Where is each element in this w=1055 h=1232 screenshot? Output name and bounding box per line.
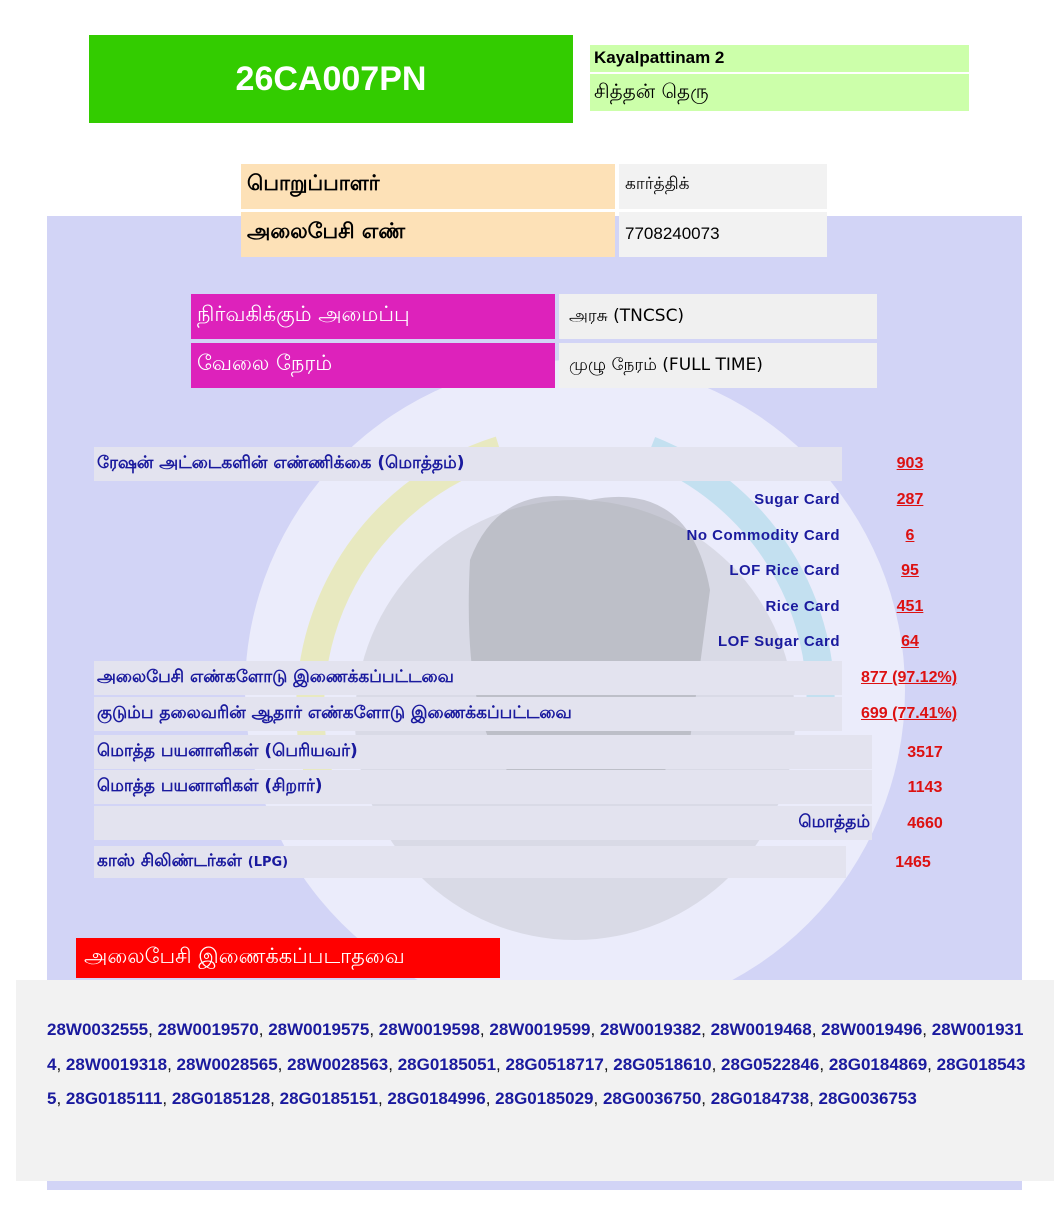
unlinked-card-number: 28W0019468 <box>710 1020 812 1039</box>
list-separator: , <box>922 1020 932 1039</box>
card-type-value: 6 <box>905 527 915 544</box>
unlinked-card-number: 28G0185128 <box>171 1089 271 1108</box>
unlinked-card-number: 28G0184738 <box>710 1089 810 1108</box>
gas-value: 1465 <box>895 854 931 871</box>
total-label: மொத்தம் <box>798 812 870 832</box>
unlinked-card-number: 28W0019314 <box>47 1020 1024 1074</box>
total-cards-value: 903 <box>896 455 924 472</box>
aadhaar-linked-value: 699 (77.41%) <box>860 705 958 722</box>
list-separator: , <box>377 1089 388 1108</box>
list-separator: , <box>162 1089 172 1108</box>
unlinked-card-number: 28G0522846 <box>721 1054 820 1074</box>
unlinked-card-number: 28W0032555 <box>47 1020 149 1039</box>
list-separator: , <box>809 1089 819 1108</box>
unlinked-card-number: 28W0028565 <box>176 1054 278 1074</box>
unlinked-card-list <box>47 1013 1027 1117</box>
org-label: நிர்வகிக்கும் அமைப்பு <box>191 294 555 339</box>
card-type-label: Sugar Card <box>754 491 840 508</box>
adult-value: 3517 <box>907 744 943 761</box>
mobile-linked-label: அலைபேசி எண்களோடு இணைக்கப்பட்டவை <box>97 667 454 687</box>
incharge-value: கார்த்திக் <box>619 164 827 209</box>
card-type-label: No Commodity Card <box>686 527 840 544</box>
unlinked-card-number: 28G0184869 <box>828 1054 928 1074</box>
list-separator: , <box>56 1089 66 1108</box>
card-type-label: Rice Card <box>765 598 840 615</box>
unlinked-heading: அலைபேசி இணைக்கப்படாதவை <box>76 938 500 978</box>
unlinked-card-number: 28W0028563 <box>287 1054 389 1074</box>
unlinked-card-number: 28W0019318 <box>65 1054 168 1074</box>
list-separator: , <box>603 1054 614 1074</box>
unlinked-card-number: 28G0036750 <box>602 1089 702 1108</box>
list-separator: , <box>927 1054 937 1074</box>
list-separator: , <box>701 1089 711 1108</box>
list-separator: , <box>485 1089 496 1108</box>
list-separator: , <box>811 1020 822 1039</box>
gas-label-text: காஸ் சிலிண்டர்கள் <box>97 851 242 871</box>
total-cards-label: ரேஷன் அட்டைகளின் எண்ணிக்கை (மொத்தம்) <box>97 453 465 473</box>
card-type-value: 95 <box>901 562 919 579</box>
location-line-1: Kayalpattinam 2 <box>590 45 969 72</box>
list-separator: , <box>56 1054 66 1074</box>
list-separator: , <box>270 1089 280 1108</box>
list-separator: , <box>701 1020 711 1039</box>
unlinked-card-number: 28W0019570 <box>157 1020 259 1039</box>
list-separator: , <box>479 1020 490 1039</box>
unlinked-card-number: 28W0019598 <box>378 1020 480 1039</box>
phone-label: அலைபேசி எண் <box>241 212 615 257</box>
unlinked-card-number: 28G0185435 <box>47 1054 1026 1108</box>
org-value: அரசு (TNCSC) <box>559 294 877 339</box>
list-separator: , <box>277 1054 288 1074</box>
unlinked-card-number: 28W0019496 <box>821 1020 923 1039</box>
list-separator: , <box>593 1089 603 1108</box>
list-separator: , <box>167 1054 177 1074</box>
list-separator: , <box>711 1054 722 1074</box>
aadhaar-linked-label: குடும்ப தலைவரின் ஆதார் எண்களோடு இணைக்கப்பட்டவை <box>97 703 572 723</box>
list-separator: , <box>819 1054 829 1074</box>
unlinked-card-number: 28W0019599 <box>489 1020 591 1039</box>
list-separator: , <box>496 1054 506 1074</box>
list-separator: , <box>258 1020 269 1039</box>
list-separator: , <box>590 1020 600 1039</box>
mobile-linked-value: 877 (97.12%) <box>860 669 958 686</box>
unlinked-card-number: 28G0185111 <box>65 1089 163 1108</box>
list-separator: , <box>148 1020 158 1039</box>
adult-label: மொத்த பயனாளிகள் (பெரியவர்) <box>97 741 358 761</box>
shop-code-box <box>89 35 573 123</box>
list-separator: , <box>388 1054 398 1074</box>
card-type-value: 451 <box>896 598 924 615</box>
shop-code: 26CA007PN <box>235 59 427 98</box>
total-value: 4660 <box>907 815 943 832</box>
unlinked-card-number: 28G0518717 <box>505 1054 604 1074</box>
list-separator: , <box>369 1020 379 1039</box>
unlinked-card-number: 28G0185051 <box>397 1054 497 1074</box>
location-line-2: சித்தன் தெரு <box>590 74 969 111</box>
phone-value: 7708240073 <box>619 212 827 257</box>
child-value: 1143 <box>907 779 943 796</box>
unlinked-card-number: 28W0019575 <box>268 1020 370 1039</box>
card-type-value: 64 <box>901 633 919 650</box>
child-label: மொத்த பயனாளிகள் (சிறார்) <box>97 776 323 796</box>
unlinked-card-number: 28G0184996 <box>387 1089 486 1108</box>
unlinked-card-number: 28G0185151 <box>279 1089 378 1108</box>
hours-value: முழு நேரம் (FULL TIME) <box>559 343 877 388</box>
unlinked-card-number: 28G0518610 <box>613 1054 712 1074</box>
unlinked-card-number: 28W0019382 <box>599 1020 702 1039</box>
unlinked-card-number: 28G0036753 <box>818 1089 917 1108</box>
gas-label-suffix: (LPG) <box>247 855 289 870</box>
unlinked-card-number: 28G0185029 <box>495 1089 594 1108</box>
gas-label <box>97 851 288 873</box>
incharge-label: பொறுப்பாளர் <box>241 164 615 209</box>
hours-label: வேலை நேரம் <box>191 343 555 388</box>
card-type-label: LOF Sugar Card <box>717 633 840 650</box>
card-type-label: LOF Rice Card <box>729 562 840 579</box>
card-type-value: 287 <box>896 491 924 508</box>
